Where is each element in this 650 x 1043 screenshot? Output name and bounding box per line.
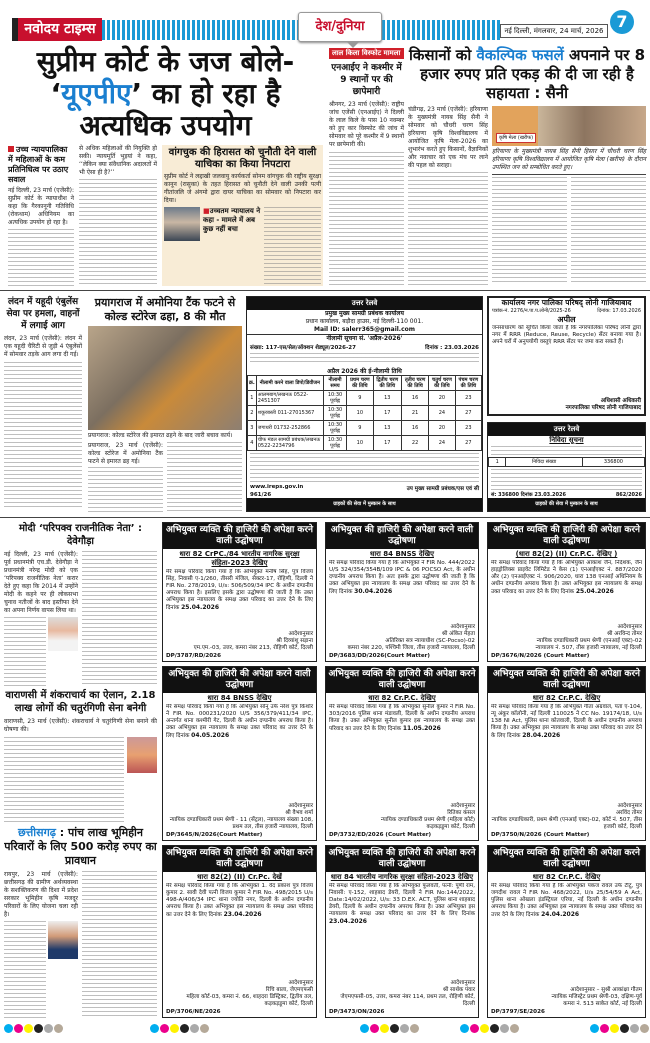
loni-date: दिनांक: 17.03.2026 [597, 308, 641, 314]
registration-dot [490, 1024, 499, 1033]
ad-section: धारा 82 Cr.P.C. देखिए [368, 694, 436, 702]
lead-headline-part: सुप्रीम कोर्ट के जज बोले- ‘ [36, 45, 295, 110]
auction-table-title: अप्रैल 2026 की ई-नीलामी तिथि [327, 368, 402, 375]
wangchuk-body-text [264, 207, 321, 284]
table-cell: 10:30 पूर्वाह्न [323, 406, 346, 421]
modi-body-text [82, 551, 157, 686]
wangchuk-headline: वांगचुक की हिरासत को चुनौती देने वाली याचिका का किया निपटारा [168, 147, 317, 170]
farmers-body: चंडीगढ़, 23 मार्च (एजेंसी): हरियाणा के मुख्यमंत्री नायब सिंह सैनी ने सोमवार को चौधरी चरण सिंह हरियाणा कृषि विश्वविद्यालय में आयोजित कृषि मेला-2026 का शुभारंभ करते हुए किसानों, वैज्ञानिकों और नवाचार को एक मंच पर लाने की पहल को सराहा। [408, 106, 488, 169]
table-cell: जगाधरी 01732-252866 [256, 421, 323, 436]
registration-dot [480, 1024, 489, 1033]
table-cell: चीफ मंडल सामग्री प्रबंधक/लखनऊ 0522-2234796 [256, 436, 323, 451]
ad-tagline: ग्राहकों की सेवा में मुस्कान के साथ [488, 498, 645, 511]
farmers-photo-caption: हरियाणा के मुख्यमंत्री नायब सिंह सैनी हिसार में चौधरी चरण सिंह हरियाणा कृषि विश्वविद्यालय में आयोजित कृषि मेला (खरीफ) के दौरान उपस्थित जन को सम्बोधित करते हुए। [492, 148, 646, 171]
ad-code: DP/3706/NE/2026 [166, 1009, 221, 1015]
ad-signature: आदेशानुसार – सुश्री आकांक्षा गौतम न्यायिक मजिस्ट्रेट प्रथम श्रेणी-03, दक्षिण-पूर्व कमरा नं. 513 साकेत कोर्ट, नई दिल्ली [551, 987, 642, 1007]
redfort-headline: एनआईए ने कश्मीर में 9 स्थानों पर की छापेमारी [331, 63, 402, 97]
london-story [4, 296, 82, 510]
table-cell: 16 [402, 391, 429, 406]
divider [0, 517, 650, 518]
chhattisgarh-columns [4, 871, 157, 1018]
registration-dot [370, 1024, 379, 1033]
ad-section: धारा 82 Cr.P.C. देखिए [532, 694, 601, 702]
ad-address: प्रधान कार्यालय, बड़ौदा हाउस, नई दिल्ली-110 001. [305, 318, 424, 325]
wangchuk-photo [164, 207, 200, 241]
ad-body [488, 883, 645, 987]
ad-body [326, 704, 478, 803]
divider [0, 290, 650, 291]
registration-dot [14, 1024, 23, 1033]
proclamation-ad [325, 666, 479, 841]
ad-code: DP/3645/N/2026(Court Matter) [166, 832, 263, 838]
wangchuk-quote-text: उच्चतम न्यायालय ने कहा - मामले में अब कुछ नहीं बचा [203, 207, 261, 233]
table-cell: 20 [429, 421, 456, 436]
loni-body: जनसाधारण को सूचित किया जाता है कि नगरपालिका परिषद लोनी द्वारा नगर में RRR (Reduce, Reuse, Recycle) सेंटर बनाया गया है। अपने घरों में अनुपयोगी वस्तुएं RRR सेंटर पर जमा करा सकते हैं। [492, 325, 641, 345]
registration-dot [410, 1024, 419, 1033]
table-cell: 13 [373, 421, 401, 436]
table-cell: 10:30 पूर्वाह्न [323, 436, 346, 451]
ad-body [326, 883, 478, 980]
loni-municipal-ad [487, 296, 646, 416]
ad-title: अभियुक्त व्यक्ति की हाजिरी की अपेक्षा करने वाली उद्घोषणा [163, 846, 316, 872]
ad-signature: आदेशानुसार श्री वैभव शर्मा न्यायिक दण्डाधिकारी प्रथम श्रेणी - 11 (सेंट्रल), न्यायालय संख्या 108, प्रथम तल, तीस हजारी न्यायालय, दिल्ली [169, 803, 313, 830]
ad-signature: आदेशानुसार अरविंद तोमर न्यायिक दण्डाधिकारी, प्रथम श्रेणी (एनआई एक्ट)-02, कोर्ट नं. 507, तीस हजारी कोर्ट, दिल्ली [491, 803, 642, 830]
table-row [248, 406, 482, 421]
registration-dot [470, 1024, 479, 1033]
registration-dot [170, 1024, 179, 1033]
ad-signature: आदेशानुसार श्री अरविन्द तोमर न्यायिक दण्डाधिकारी प्रथम श्रेणी (एनआई एक्ट)-02 न्यायालय नं. 507, तीस हजारी न्यायालय, नई दिल्ली [535, 624, 642, 651]
ad-ref-date: दिनांक : 23.03.2026 [425, 345, 479, 351]
farmers-photo-banner: कृषि मेला (खरीफ) [496, 133, 536, 143]
tender-notice-title: निविदा सूचना [549, 436, 584, 444]
table-cell: 21 [402, 406, 429, 421]
lead-col-2 [79, 145, 157, 286]
registration-dot [600, 1024, 609, 1033]
farmers-col-2 [492, 106, 646, 285]
registration-dot [380, 1024, 389, 1033]
table-row [248, 421, 482, 436]
cell: 336800 [582, 458, 644, 467]
proclamation-ad [487, 522, 646, 662]
table-cell: 2 [248, 406, 257, 421]
lead-headline-highlight: यूएपीए [61, 77, 132, 110]
railway-tender-notice [487, 422, 646, 512]
farmers-headline-part: अपनाने पर 8 हजार रुपए प्रति एकड़ की दी जा रही है सहायता : सैनी [420, 46, 646, 102]
registration-dot [360, 1024, 369, 1033]
prayagraj-body: प्रयागराज, 23 मार्च (एजेंसी): कोल्ड स्टोरेज में अमोनिया टैंक फटने से इमारत ढह गई। [88, 442, 163, 465]
registration-dot [630, 1024, 639, 1033]
redfort-body: श्रीनगर, 23 मार्च (एजेंसी): राष्ट्रीय जांच एजेंसी (एनआईए) ने दिल्ली के लाल किले के पास 10 नवम्बर को हुए कार विस्फोट की जांच में सोमवार को पूरे कश्मीर में 9 स्थानों पर छापेमारी की। [329, 101, 404, 148]
table-cell: आलमबाग/लखनऊ 0522-2451307 [256, 391, 323, 406]
ad-body [163, 569, 316, 631]
cell: 1 [489, 458, 506, 467]
farmers-col-1 [408, 106, 488, 285]
farmers-body-text [492, 177, 567, 285]
loni-ref: पत्रांक-नं. 2276/न.पा.प.लोनी/2025-26 [492, 308, 571, 314]
table-cell: 23 [455, 421, 481, 436]
table-cell: शकूरबस्ती 011-27015367 [256, 406, 323, 421]
ad-code: DP/3683/DD/2026(Court Matter) [329, 653, 430, 659]
table-header: प्रथम चरण की तिथि [347, 376, 373, 391]
ad-body-text [491, 446, 642, 456]
proclamation-ad [325, 522, 479, 662]
ad-mail: Mail ID: salerr365@gmail.com [313, 326, 416, 333]
london-headline: लंदन में यहूदी एंबुलेंस सेवा पर हमला, वाहनों में लगाई आग [6, 297, 80, 331]
farmers-headline-part: किसानों को [408, 46, 477, 64]
lead-body-col2: से अधिक महिलाओं की नियुक्ति हो सकी। न्यायमूर्ति भुइयां ने कहा, ‘‘लेकिन क्या संवैधानिक अदालतों में भी ऐसा ही है?’’ [79, 145, 157, 176]
ad-hearing-date: 23.04.2026 [329, 918, 367, 925]
table-cell: 23 [455, 391, 481, 406]
table-cell: 10 [347, 436, 373, 451]
lead-story [8, 46, 323, 286]
devegowda-photo [48, 617, 78, 651]
table-header: नीलामी समय [323, 376, 346, 391]
table-cell: 4 [248, 436, 257, 451]
ad-body-text [250, 453, 479, 482]
table-cell: 10:30 पूर्वाह्न [323, 421, 346, 436]
masthead-logo: नवोदय टाइम्स [12, 18, 102, 41]
registration-dot [390, 1024, 399, 1033]
table-cell: 20 [429, 391, 456, 406]
loni-sign1: अधिशासी अधिकारी [600, 398, 641, 404]
ad-title: अभियुक्त की हाजिरी की अपेक्षा करने वाली उद्घोषणा [326, 523, 478, 549]
lead-columns [8, 145, 323, 286]
farmers-headline [408, 46, 646, 103]
table-header: पंचम चरण की तिथि [455, 376, 481, 391]
registration-dot [620, 1024, 629, 1033]
farmers-body-text [408, 172, 488, 285]
ad-code: DP/3676/N/2026 (Court Matter) [491, 653, 590, 659]
ad-title: अभियुक्त व्यक्ति की हाजिरी की अपेक्षा करने वाली उद्घोषणा [326, 846, 478, 872]
registration-dot [400, 1024, 409, 1033]
cell: निविदा संख्या [506, 458, 582, 467]
ad-title: अभियुक्त व्यक्ति की हाजिरी की अपेक्षा करने वाली उद्घोषणा [488, 846, 645, 872]
redfort-body-text [329, 152, 404, 285]
chhattisgarh-body: रायपुर, 23 मार्च (एजेंसी): छत्तीसगढ़ की ग्रामीण अर्थव्यवस्था के सशक्तिकरण की दिशा में प्रदेश सरकार भूमिहीन कृषि मजदूर परिवारों के लिए योजना चला रही है। [4, 870, 78, 918]
farmers-photo [492, 106, 646, 146]
wangchuk-pullquote [203, 207, 261, 284]
chhattisgarh-col-1 [4, 871, 78, 1018]
ad-org: उत्तर रेलवे [488, 423, 645, 436]
loni-heading: अपील [557, 315, 576, 324]
table-row [248, 436, 482, 451]
prayagraj-caption: प्रयागराज: कोल्ड स्टोरेज की इमारत ढहने के बाद जारी बचाव कार्य। [88, 432, 233, 439]
registration-dot [34, 1024, 43, 1033]
ad-section: धारा 84 BNSS देखिए [207, 694, 272, 702]
chhattisgarh-headline-part: : पांच लाख भूमिहीन परिवारों के लिए 500 करोड़ रुपए का प्रावधान [4, 825, 157, 867]
varanasi-body: वाराणसी, 23 मार्च (एजेंसी): शंकराचार्य ने चतुरंगिणी सेना बनाने की घोषणा की। [4, 717, 157, 733]
chhattisgarh-headline-highlight: छत्तीसगढ़ [17, 825, 56, 839]
lead-subhead-text: उच्च न्यायपालिका में महिलाओं के कम प्रतिनिधित्व पर उठाए सवाल [8, 145, 69, 184]
proclamation-ad [162, 522, 317, 662]
railway-auction-ad [246, 296, 483, 512]
ad-body-text [491, 469, 642, 490]
ad-section: (धारा 82(2) (II) Cr.P.C. देखिए ) [515, 550, 618, 558]
ad-section: धारा 82 CrPC./84 भारतीय नागरिक सुरक्षा संहिता-2023 देखिए [179, 550, 300, 567]
ad-number: 862/2026 [615, 492, 642, 498]
ad-tagline: ग्राहकों की सेवा में मुस्कान के साथ [247, 498, 482, 511]
table-cell: 24 [429, 406, 456, 421]
ad-footer-row [247, 484, 482, 492]
modi-body-text [4, 617, 46, 686]
table-cell: 17 [373, 436, 401, 451]
ad-body [488, 560, 645, 624]
ad-body-text: मेरे समक्ष परिवाद किया गया है कि अभियुक्त पंकज रावल उर्फ टीटू, पुत्र जगदीश रावल ने FIR No. 468/2022, U/s 25/54/59 A Act, पुलिस थाना ओखला इंडस्ट्रियल एरिया, नई दिल्ली के अधीन दण्डनीय अपराध किया है। उक्त अभियुक्त इस न्यायालय के समक्ष उक्त परिवाद का उत्तर देने के लिए दिनांक [491, 883, 642, 918]
table-cell: 22 [402, 436, 429, 451]
registration-dot [4, 1024, 13, 1033]
ad-hearing-date: 25.04.2026 [575, 588, 614, 595]
lead-headline-part: ’ का हो रहा है अत्यधिक उपयोग [79, 77, 281, 142]
wangchuk-box [162, 145, 323, 286]
ad-website[interactable]: www.ireps.gov.in [250, 484, 304, 490]
ad-body [163, 883, 316, 980]
table-header: द्वितीय चरण की तिथि [373, 376, 401, 391]
registration-dot [54, 1024, 63, 1033]
london-body: लंदन, 23 मार्च (एजेंसी): लंदन में एक यहूदी चैरिटी से जुड़ी 4 एंबुलेंसों में सोमवार तड़के आग लगा दी गई। [4, 335, 82, 358]
ad-signature: आदेशानुसार श्री अंकित मेहता अतिरिक्त सत्र न्यायाधीश (SC-Pocso)-02 कमरा नंबर 220, पश्चिमी जिला, तीस हजारी न्यायालय, दिल्ली [347, 624, 475, 651]
registration-dot [44, 1024, 53, 1033]
ad-code: 961/26 [250, 492, 272, 498]
registration-dot [180, 1024, 189, 1033]
registration-dot [460, 1024, 469, 1033]
varanasi-body-text [4, 737, 124, 823]
ad-section: धारा 84 BNSS देखिए [370, 550, 434, 558]
left-column-stories [4, 522, 157, 1018]
farmers-columns [408, 106, 646, 285]
wangchuk-body: सुप्रीम कोर्ट ने लद्दाखी जलवायु कार्यकर्ता सोनम वांगचुक की राष्ट्रीय सुरक्षा कानून (रासुका) के तहत हिरासत को चुनौती देने वाली उनकी पत्नी गीतांजलि जे अंगमो द्वारा दायर याचिका का सोमवार को निपटारा कर दिया। [164, 173, 321, 204]
bullet-icon [8, 146, 14, 152]
prayagraj-body-cols [88, 442, 242, 512]
ad-hearing-date: 04.05.2026 [191, 732, 230, 739]
table-cell: 17 [373, 406, 401, 421]
ad-title: अभियुक्त व्यक्ति की हाजिरी की अपेक्षा करने वाली उद्घोषणा [163, 523, 316, 549]
registration-dot [150, 1024, 159, 1033]
registration-dot [510, 1024, 519, 1033]
modi-headline: मोदी ‘परिपक्व राजनीतिक नेता’ : देवेगौड़ा [18, 523, 143, 547]
ad-code: DP/3750/N/2026 (Court Matter) [491, 832, 590, 838]
divider [492, 174, 646, 175]
ad-body [488, 704, 645, 803]
ad-code: DP/3797/SE/2026 [491, 1009, 545, 1015]
modi-body: नई दिल्ली, 23 मार्च (एजेंसी): पूर्व प्रधानमंत्री एच.डी. देवेगौड़ा ने प्रधानमंत्री नरेन्द्र मोदी को एक ‘परिपक्व राजनीतिक नेता’ करार देते हुए कहा कि 2014 में उन्होंने मोदी के कहने पर ही लोकसभा चुनाव नतीजों के बाद इस्तीफा देने का अपना निर्णय वापस लिया था। [4, 551, 78, 614]
ad-office: प्रमुख मुख्य सामग्री प्रबंधक कार्यालय [325, 310, 404, 317]
auction-table [247, 375, 482, 451]
ad-body-text: मेरे समक्ष परिवाद किया गया है कि अभियुक्त आकाश जैन, निदेशक, जैन हाइड्रोलिक्स प्राइवेट लिमिटेड ने केस (1) एनआईएक्ट नं. 887/2020 और (2) एनआईएक्ट नं. 906/2020, धारा 138 एनआई अधिनियम के अधीन दण्डनीय अपराध किया है। उक्त अभियुक्त इस न्यायालय के समक्ष उक्त परिवाद का उत्तर देने के लिए दिनांक [491, 560, 642, 595]
ad-ref-row [247, 343, 482, 351]
ad-body [326, 560, 478, 624]
ad-hearing-date: 30.04.2026 [354, 588, 393, 595]
ad-hearing-date: 28.04.2026 [522, 732, 561, 739]
ad-signature: उप मुख्य सामग्री प्रबंधक/एस एवं सी [406, 486, 479, 492]
ad-body-text: मेरे समक्ष परिवाद किया गया है कि अभियुक्त फूलवती, पत्नी: पूर्णी राम, निवासी: ए-152, शाहबाद डेयरी, दिल्ली ने FIR No:144/2022, Date:14/02/2022, U/s: 33 D.EX. ACT, पुलिस थाना शाहबाद डेयरी, दिल्ली के अधीन दण्डनीय अपराध किया है। उक्त अभियुक्त इस न्यायालय के समक्ष उक्त परिवाद का उत्तर देने के लिए दिनांक [329, 883, 475, 917]
table-header: तृतीय चरण की तिथि [402, 376, 429, 391]
lead-body-lead: नई दिल्ली, 23 मार्च (एजेंसी): सुप्रीम कोर्ट के न्यायाधीश ने कहा कि गैरकानूनी गतिविधि (रोकथाम) अधिनियम का अत्यधिक उपयोग हो रहा है। [8, 187, 74, 226]
ad-ref: संख्या: 117-एस/सेल/ऑक्शन शेड्यूल/2026-27 [250, 345, 356, 351]
ad-hearing-date: 25.04.2026 [181, 604, 220, 611]
table-cell: 9 [347, 391, 373, 406]
ad-body-text: मेरे समक्ष परिवाद किया गया है कि अभियुक्त मनीष सिंह, पुत्र विजय सिंह, निवासी ए-1/260, तीसरी मंजिल, सेक्टर-17, रोहिणी, दिल्ली ने FIR No. 278/2019, U/s: 506/509/34 IPC के अधीन दण्डनीय अपराध किया है। इसलिए इसके द्वारा उद्घोषणा की जाती है कि उक्त अभियुक्त इस न्यायालय के समक्ष उक्त परिवाद का उत्तर देने के लिए दिनांक [166, 569, 313, 611]
proclamation-ad [162, 666, 317, 841]
prayagraj-story [88, 296, 242, 512]
ad-code: DP/3473/ON/2026 [329, 1009, 385, 1015]
modi-col-1 [4, 551, 78, 686]
redfort-story [329, 48, 404, 285]
lead-subhead [8, 145, 74, 185]
page-number: 7 [610, 10, 634, 34]
farmers-story [408, 46, 646, 285]
chief-minister-photo [48, 921, 78, 959]
london-body-text [4, 362, 82, 510]
registration-dot [24, 1024, 33, 1033]
registration-dot [610, 1024, 619, 1033]
prayagraj-col-1 [88, 442, 163, 512]
farmers-body-text [571, 177, 646, 285]
modi-photo-row [4, 617, 78, 686]
tender-table-row [489, 458, 645, 467]
chhattisgarh-body-text [4, 921, 46, 1018]
ad-body-text: मेरे समक्ष परिवाद किया गया है कि अभियुक्त 1. वेद प्रकाश पुत्र विजय कुमार 2. सावी देवी पत्नी विजय कुमार ने FIR No. 498/2015 U/s 498-A/406/34 IPC थाना ज्योति नगर, दिल्ली के अधीन दण्डनीय अपराध किया है। उक्त अभियुक्त इस न्यायालय के समक्ष उक्त परिवाद का उत्तर देने के लिए दिनांक [166, 883, 313, 918]
ad-signature: आदेशानुसार रिचि बाला, जेएमएफसी महिला कोर्ट-03, कमरा नं. 66, शाहदरा डिस्ट्रिक्ट, द्वितीय तल, कड़कड़डूमा कोर्ट, दिल्ली [186, 980, 313, 1007]
ad-body-text: मेरे समक्ष परिवाद किया गया है कि अभियुक्त गीता अग्रवाल, पता ए-104, न्यू अंकुर कॉलोनी, नई दिल्ली 110025 ने CC No. 19174/18, U/s 138 NI Act, पुलिस थाना कोतवाली, दिल्ली के अधीन दण्डनीय अपराध किया है। उक्त अभियुक्त इस न्यायालय के समक्ष उक्त परिवाद का उत्तर देने के लिए दिनांक [491, 704, 642, 739]
ad-signature: आदेशानुसार श्री सार्थक पंवार जेएमएफसी-05, उत्तर, कमरा नंबर 114, प्रथम तल, रोहिणी कोर्ट, दिल्ली [340, 980, 475, 1007]
ad-body [163, 704, 316, 803]
lead-body-text [8, 229, 74, 286]
varanasi-headline: वाराणसी में शंकराचार्य का ऐलान, 2.18 लाख लोगों की चतुरंगिणी सेना बनेगी [5, 689, 156, 714]
registration-dot [500, 1024, 509, 1033]
table-cell: 10:30 पूर्वाह्न [323, 391, 346, 406]
chhattisgarh-headline [4, 826, 157, 868]
ad-title: अभियुक्त व्यक्ति की हाजिरी की अपेक्षा करने वाली उद्घोषणा [488, 667, 645, 693]
edition-date: नई दिल्ली, मंगलवार, 24 मार्च, 2026 [500, 24, 608, 38]
ad-section: धारा 82 Cr.P.C. देखिए [532, 873, 601, 881]
wangchuk-inner [164, 207, 321, 284]
table-header: क्र. [248, 376, 257, 391]
bullet-icon: ■ [203, 207, 210, 215]
registration-dot [590, 1024, 599, 1033]
ad-hearing-date: 11.05.2026 [402, 725, 441, 732]
table-cell: 9 [347, 421, 373, 436]
registration-dot [160, 1024, 169, 1033]
table-cell: 3 [248, 421, 257, 436]
ad-org: उत्तर रेलवे [247, 297, 482, 310]
ad-code: DP/3787/RD/2026 [166, 653, 221, 659]
table-cell: 1 [248, 391, 257, 406]
ad-code: सं: 336800 दिनांक 23.03.2026 [491, 492, 566, 498]
loni-sign2: नगरपालिका परिषद लोनी गाजियाबाद [565, 405, 641, 411]
ad-title: अभियुक्त व्यक्ति की हाजिरी की अपेक्षा करने वाली उद्घोषणा [488, 523, 645, 549]
lead-col-1 [8, 145, 74, 286]
loni-title: कार्यालय नगर पालिका परिषद् लोनी गाजियाबाद [501, 298, 632, 307]
tender-table [488, 457, 645, 467]
chhattisgarh-photo-row [4, 921, 78, 1018]
prayagraj-body-text [88, 467, 163, 512]
ad-notice-no: नीलामी सूचना सं. 'अप्रैल-2026' [247, 334, 482, 343]
table-cell: 27 [455, 406, 481, 421]
table-cell: 27 [455, 436, 481, 451]
ad-title: अभियुक्त की हाजिरी की अपेक्षा करने वाली उद्घोषणा [163, 667, 316, 693]
shankaracharya-photo [127, 737, 157, 773]
prayagraj-photo [88, 326, 242, 430]
ad-body-text: मेरे समक्ष परिवाद किया गया है कि अभियुक्त ने FIR No. 444/2022 U/S 324/354/354B/109 IPC & 06 POCSO Act, के अधीन दण्डनीय अपराध किया है। अतः इसके द्वारा उद्घोषणा की जाती है कि उक्त अभियुक्त इस न्यायालय के समक्ष उक्त परिवाद का उत्तर देने के लिए दिनांक [329, 560, 475, 595]
chhattisgarh-body-text [82, 871, 157, 1018]
ad-hearing-date: 23.04.2026 [223, 911, 262, 918]
prayagraj-body-text [167, 442, 242, 512]
farmers-headline-highlight: वैकल्पिक फसलें [476, 46, 564, 64]
registration-dot [200, 1024, 209, 1033]
varanasi-columns [4, 737, 157, 823]
redfort-label: लाल किला विस्फोट मामला [329, 48, 404, 59]
ad-body-text [250, 353, 479, 365]
ad-section: धारा 84 भारतीय नागरिक सुरक्षा संहिता-2023 देखिए [330, 873, 474, 881]
registration-dot [190, 1024, 199, 1033]
proclamation-ad [487, 845, 646, 1018]
section-tab: देश/दुनिया [298, 12, 382, 42]
table-cell: 10 [347, 406, 373, 421]
lead-headline [8, 46, 323, 142]
proclamation-ad [487, 666, 646, 841]
table-cell: 16 [402, 421, 429, 436]
prayagraj-headline: प्रयागराज में अमोनिया टैंक फटने से कोल्ड स्टोरेज ढहा, 8 की मौत [94, 296, 236, 323]
ad-signature: आदेशानुसार श्री दिव्यांशु सड़ाना एम.एम.-03, उत्तर, कमरा नंबर 213, रोहिणी कोर्ट, दिल्ली [193, 631, 313, 651]
table-cell: 13 [373, 391, 401, 406]
table-header: चतुर्थ चरण की तिथि [429, 376, 456, 391]
table-row [248, 391, 482, 406]
proclamation-ad [162, 845, 317, 1018]
table-header: नीलामी करने वाला डिपो/डिवीजन [256, 376, 323, 391]
ad-hearing-date: 24.04.2026 [541, 911, 580, 918]
farmers-body-cols [492, 177, 646, 285]
table-cell: 24 [429, 436, 456, 451]
ad-title: अभियुक्त व्यक्ति की हाजिरी की अपेक्षा करने वाली उद्घोषणा [326, 667, 478, 693]
ad-body-text: मेरे समक्ष परिवाद किया गया है कि अभियुक्त सोनू उर्फ नरेश पुत्र किशोर ने FIR No. 000231/2020 U/S 356/379/411/34 IPC, अन्तर्गत थाना कश्मीरी गेट, दिल्ली के अधीन दण्डनीय अपराध किया है। उक्त अभियुक्त इस न्यायालय के समक्ष उक्त परिवाद का उत्तर देने के लिए दिनांक [166, 704, 313, 739]
ad-signature: आदेशानुसार रितिका कंसल न्यायिक दण्डाधिकारी प्रथम श्रेणी (महिला कोर्ट) कड़कड़डूमा कोर्ट, दिल्ली [380, 803, 475, 830]
ad-body-text: मेरे समक्ष परिवाद किया गया है कि अभियुक्त सुनील कुमार ने FIR No. 303/2016 पुलिस थाना मंडावली, दिल्ली के अधीन दण्डनीय अपराध किया है। उक्त अभियुक्त सुनील कुमार इस न्यायालय के समक्ष उक्त परिवाद का उत्तर देने के लिए दिनांक [329, 704, 475, 732]
proclamation-ad [325, 845, 479, 1018]
registration-dot [640, 1024, 649, 1033]
ad-section: धारा 82(2) (II) Cr.Pc. देखें [197, 873, 282, 881]
lead-body-text [79, 179, 157, 286]
modi-columns [4, 551, 157, 686]
ad-code: DP/3732/ED/2026 (Court Matter) [329, 832, 432, 838]
